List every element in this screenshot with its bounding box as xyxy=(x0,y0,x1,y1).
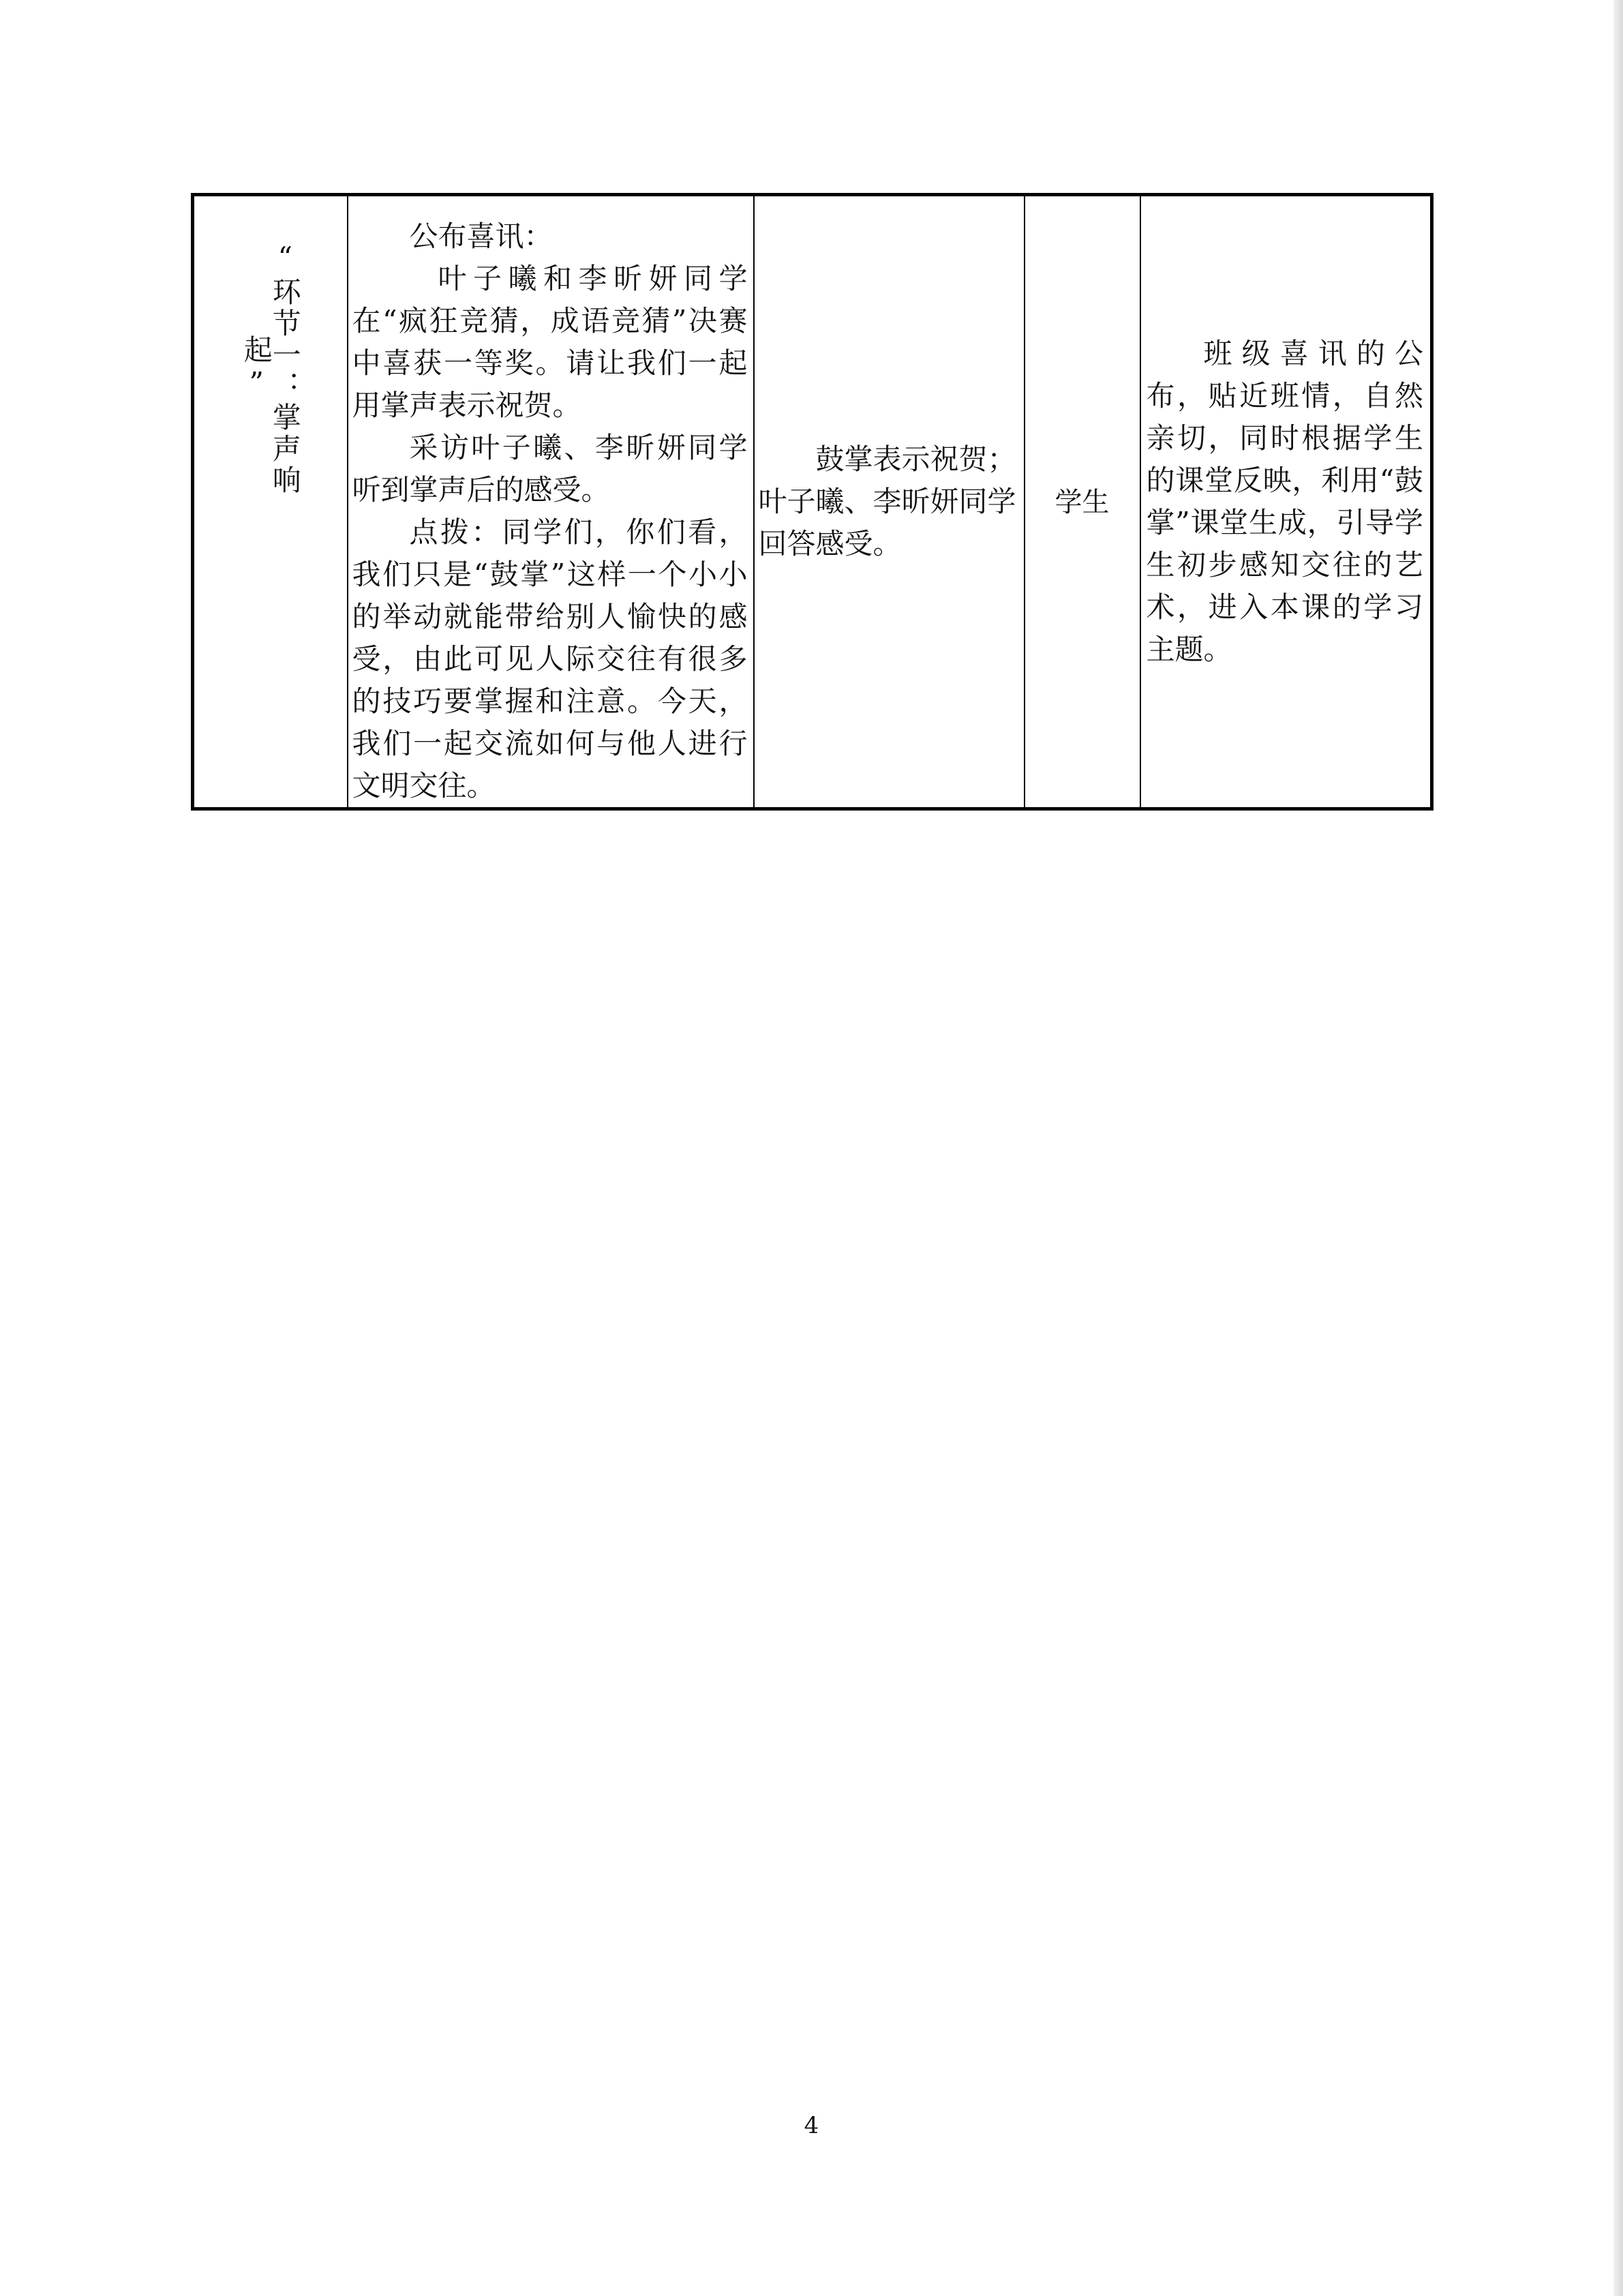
teacher-paragraph-news: 叶子曦和李昕妍同学在“疯狂竞猜，成语竞猜”决赛中喜获一等奖。请让我们一起用掌声表示祝贺。 xyxy=(352,262,748,422)
teacher-activity-cell xyxy=(348,195,754,809)
student-line-applause: 鼓掌表示祝贺； xyxy=(815,442,1016,476)
teacher-paragraph-guidance: 点拨：同学们，你们看，我们只是“鼓掌”这样一个小小的举动就能带给别人愉快的感受，由此可见人际交往有很多的技巧要掌握和注意。今天，我们一起交流如何与他人进行文明交往。 xyxy=(352,515,748,802)
student-activity-cell xyxy=(754,195,1025,809)
teacher-paragraph-interview: 采访叶子曦、李昕妍同学听到掌声后的感受。 xyxy=(352,431,748,507)
lesson-plan-table xyxy=(191,193,1434,811)
role-cell xyxy=(1025,195,1140,809)
table-row xyxy=(193,195,1432,809)
scan-edge-strip xyxy=(1613,0,1623,2296)
teacher-paragraph-announcement: 公布喜讯： xyxy=(409,220,553,253)
design-intent-text: 班级喜讯的公布，贴近班情，自然亲切，同时根据学生的课堂反映，利用“鼓掌”课堂生成，引导学生初步感知交往的艺术，进入本课的学习主题。 xyxy=(1146,337,1423,666)
design-intent-cell xyxy=(1140,195,1432,809)
page-number: 4 xyxy=(804,2112,819,2139)
stage-cell xyxy=(193,195,348,809)
role-label: 学生 xyxy=(1055,486,1110,518)
stage-label: “环节一：掌声响起” xyxy=(239,240,302,496)
student-line-response: 叶子曦、李昕妍同学回答感受。 xyxy=(758,485,1016,560)
